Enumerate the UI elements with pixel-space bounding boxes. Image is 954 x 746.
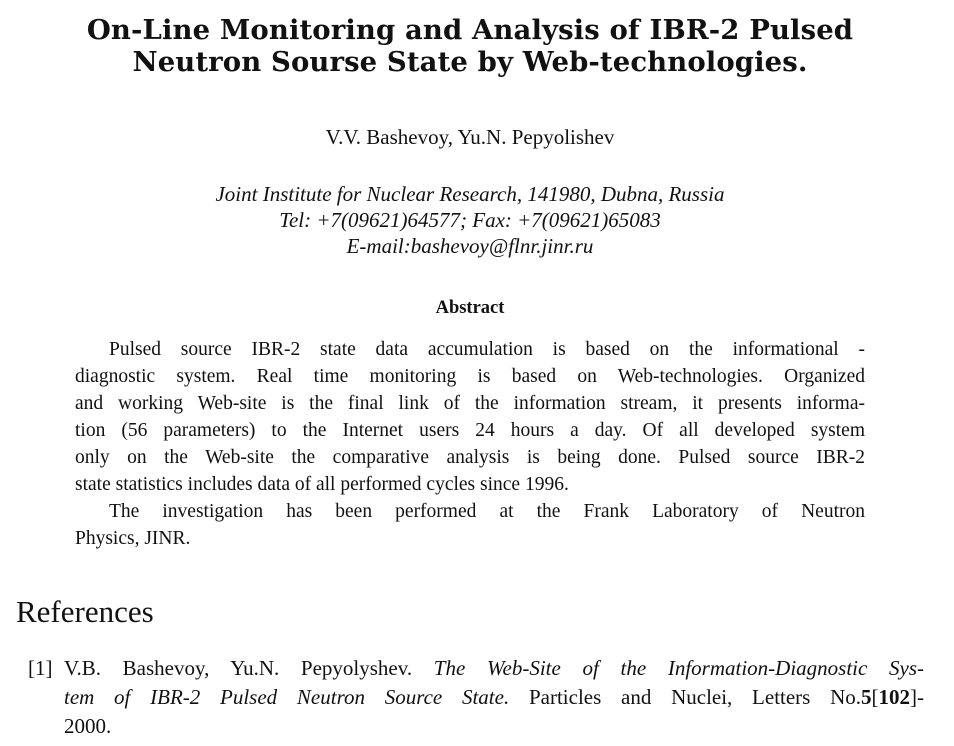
title-line-1: On-Line Monitoring and Analysis of IBR-2 Pulsed (86, 14, 854, 46)
reference-authors: V.B. Bashevoy, Yu.N. Pepyolyshev. (64, 656, 413, 680)
references-heading: References (16, 594, 154, 629)
title-line-2: Neutron Sourse State by Web-technologies. (132, 46, 808, 78)
abstract-line: The investigation has been performed at the Frank Laboratory of Neutron (109, 501, 865, 522)
reference-line-1 (64, 654, 924, 683)
abstract-line: Pulsed source IBR-2 state data accumulation is based on the informational - (109, 339, 865, 360)
abstract-body (75, 336, 865, 552)
reference-body (64, 654, 924, 741)
abstract-line: only on the Web-site the comparative analysis is being done. Pulsed source IBR-2 (75, 447, 865, 468)
reference-issue: 102 (878, 685, 910, 709)
affiliation-phone-fax: Tel: +7(09621)64577; Fax: +7(09621)65083 (279, 208, 661, 232)
reference-bracket-open: [ (871, 685, 879, 709)
author-list: V.V. Bashevoy, Yu.N. Pepyolishev (325, 125, 615, 149)
affiliation-email: E-mail:bashevoy@flnr.jinr.ru (346, 234, 594, 258)
reference-title-part-2: tem of IBR-2 Pulsed Neutron Source State. (64, 685, 510, 709)
abstract-line: state statistics includes data of all performed cycles since 1996. (75, 474, 569, 495)
reference-journal: Particles and Nuclei, Letters No. (528, 685, 861, 709)
reference-title-part-1: The Web-Site of the Information-Diagnostic Sys- (433, 656, 924, 680)
abstract-line: and working Web-site is the final link of the information stream, it presents informa- (75, 393, 865, 414)
abstract-heading: Abstract (435, 298, 505, 318)
abstract-line: Physics, JINR. (75, 528, 191, 549)
reference-volume: 5 (861, 685, 872, 709)
paper-title (0, 14, 940, 78)
affiliation-block (0, 181, 940, 259)
reference-line-2 (64, 683, 924, 712)
affiliation-institute: Joint Institute for Nuclear Research, 141980, Dubna, Russia (215, 182, 725, 206)
reference-year: 2000. (64, 714, 112, 738)
reference-number: [1] (28, 656, 53, 680)
abstract-line: tion (56 parameters) to the Internet users 24 hours a day. Of all developed system (75, 420, 865, 441)
reference-bracket-close: ]- (910, 685, 924, 709)
abstract-line: diagnostic system. Real time monitoring is based on Web-technologies. Organized (75, 366, 865, 387)
